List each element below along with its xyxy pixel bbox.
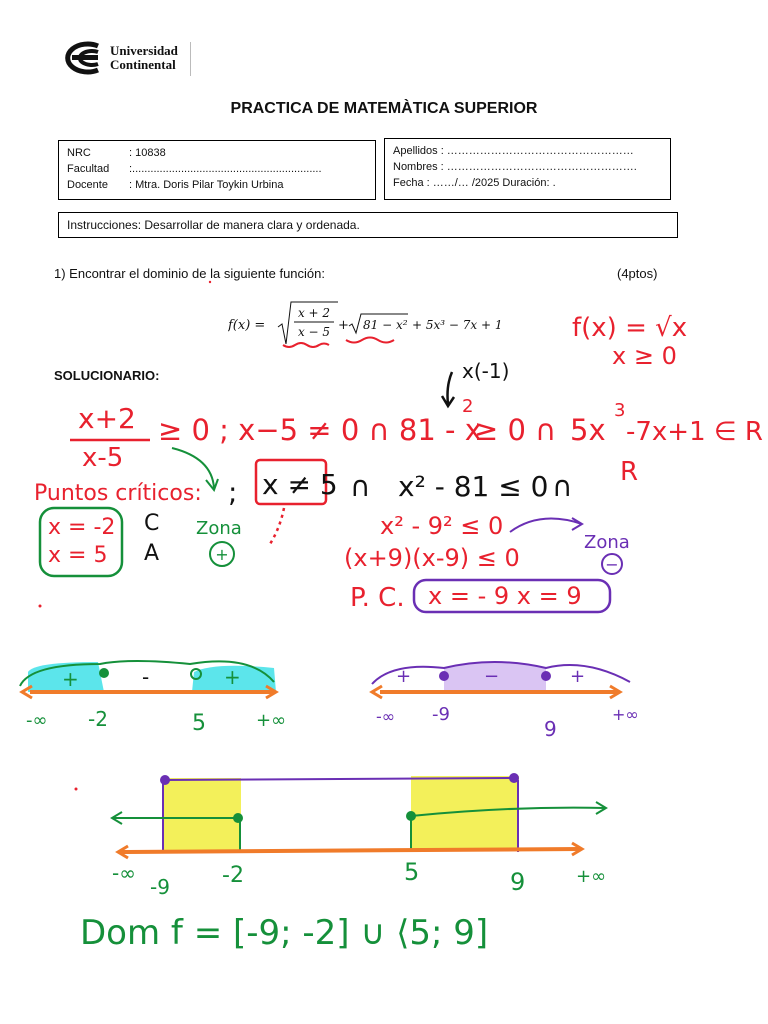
nl2-sign-3: + — [570, 666, 586, 687]
nl2-sign-2: − — [484, 666, 500, 687]
cond-polynomial: 5x — [570, 413, 606, 447]
zona-label-2: Zona — [584, 532, 630, 553]
number-line-1 — [20, 661, 286, 736]
difference-squares: x² - 9² ≤ 0 — [380, 512, 504, 540]
nl1-label-4: +∞ — [256, 710, 287, 731]
pc-x-minus-2: x = -2 — [48, 515, 116, 540]
formula-rest: + 5x³ − 7x + 1 — [412, 318, 503, 332]
nl2-label-1: -∞ — [376, 707, 396, 726]
arrow-down-icon — [442, 372, 454, 406]
nrc-label: NRC — [67, 147, 91, 159]
factored-inequality: (x+9)(x-9) ≤ 0 — [344, 544, 520, 572]
side-note-x-ge-0: x ≥ 0 — [612, 342, 677, 370]
dotted-link — [270, 508, 284, 544]
nl2-label-2: -9 — [432, 704, 450, 725]
apellidos-row: Apellidos : …………………………………………… — [393, 145, 634, 157]
note-x-times-minus-one: x(-1) — [462, 359, 510, 383]
nl3-label-6: +∞ — [576, 866, 607, 887]
nl1-label-2: -2 — [88, 707, 108, 731]
cond-polynomial-exp: 3 — [614, 400, 626, 421]
university-line2: Continental — [110, 57, 176, 72]
underline-squiggle-2 — [346, 338, 394, 343]
formula-plus: + — [338, 318, 349, 333]
nl3-label-2: -9 — [150, 875, 170, 899]
cap-symbol-2: ∩ — [552, 470, 573, 503]
cond-polynomial-rest: -7x+1 ∈ R — [626, 417, 763, 447]
nl1-label-1: -∞ — [26, 710, 48, 731]
facultad-label: Facultad — [67, 163, 110, 175]
letter-c: C — [144, 511, 160, 536]
nl1-label-3: 5 — [192, 711, 206, 736]
zona-label-1: Zona — [196, 518, 242, 539]
nl3-label-5: 9 — [510, 868, 526, 896]
cond1-numerator: x+2 — [78, 402, 136, 435]
side-note-fx: f(x) = √x — [572, 313, 688, 343]
docente-label: Docente — [67, 179, 108, 191]
formula-root2: 81 − x² — [363, 318, 408, 332]
instructions-text: Instrucciones: Desarrollar de manera clara y ordenada. — [67, 218, 360, 232]
facultad-value: :.............................................................. — [129, 163, 322, 175]
nl3-label-1: -∞ — [112, 861, 136, 885]
nl2-sign-1: + — [396, 666, 412, 687]
page-title: PRACTICA DE MATEMÀTICA SUPERIOR — [230, 100, 538, 117]
formula-denominator: x − 5 — [297, 325, 331, 339]
inequality-81: x² - 81 ≤ 0 — [398, 470, 549, 503]
number-line-2 — [372, 662, 639, 741]
cond1-relations-2: ≥ 0 ∩ — [474, 413, 557, 447]
nl1-sign-3: + — [224, 665, 241, 689]
semicolon: ; — [228, 476, 238, 509]
pc-x-5: x = 5 — [48, 543, 108, 568]
nl1-sign-2: - — [142, 665, 150, 689]
x-neq-5: x ≠ 5 — [262, 468, 338, 501]
underline-squiggle-1 — [283, 343, 329, 347]
question-text: 1) Encontrar el dominio de la siguiente función: — [54, 266, 325, 281]
puntos-criticos-label: Puntos críticos: — [34, 481, 202, 506]
real-numbers: R — [620, 457, 639, 487]
nl3-label-4: 5 — [404, 858, 420, 886]
pc-values: x = - 9 x = 9 — [428, 582, 582, 610]
docente-value: : Mtra. Doris Pilar Toykin Urbina — [129, 179, 284, 191]
nrc-value: : 10838 — [129, 147, 166, 159]
nombres-row: Nombres : ……………………………………………. — [393, 161, 637, 173]
university-line1: Universidad — [110, 43, 178, 58]
cond1-denominator: x-5 — [82, 443, 124, 473]
nl1-sign-1: + — [62, 667, 79, 691]
zona-sign-1: + — [215, 545, 229, 564]
solucionario-label: SOLUCIONARIO: — [54, 368, 160, 383]
fecha-row: Fecha : ……/… /2025 Duración: . — [393, 177, 556, 189]
formula-lhs: f(x) = — [228, 318, 266, 333]
number-line-3 — [112, 773, 606, 899]
cond1-relations: ≥ 0 ; x−5 ≠ 0 ∩ 81 - x — [158, 413, 482, 447]
nl3-label-3: -2 — [222, 863, 244, 888]
nl2-label-3: 9 — [544, 717, 557, 741]
domain-result: Dom f = [-9; -2] ∪ ⟨5; 9] — [80, 913, 489, 953]
question-points: (4ptos) — [617, 266, 658, 281]
pc-label: P. C. — [350, 583, 405, 613]
zona-sign-2: − — [605, 555, 619, 574]
cond1-exponent: 2 — [462, 396, 474, 417]
cap-symbol-1: ∩ — [350, 470, 371, 503]
formula-numerator: x + 2 — [297, 306, 331, 320]
letter-a: A — [144, 541, 160, 566]
arrow-zona-icon — [510, 518, 582, 532]
nl2-label-4: +∞ — [612, 705, 639, 724]
